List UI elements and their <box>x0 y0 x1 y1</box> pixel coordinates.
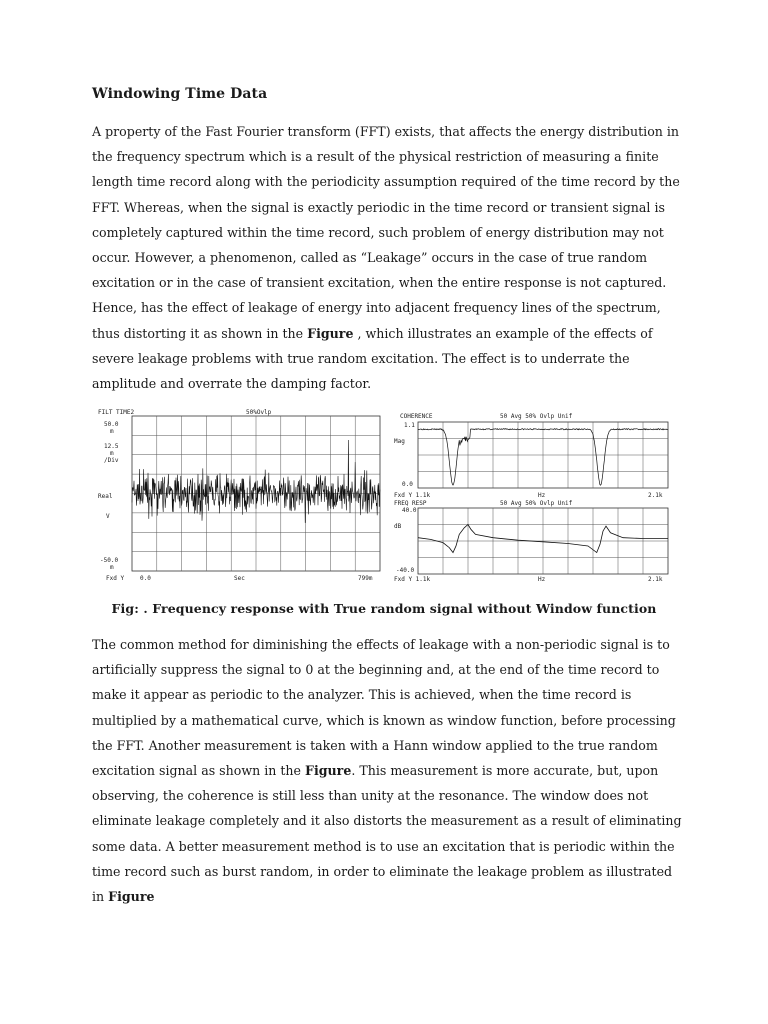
frf-y-top-label: 40.0 <box>402 507 417 514</box>
frf-header-right: 50 Avg 50% Ovlp Unif <box>500 500 573 507</box>
paragraph-leakage <box>92 119 682 396</box>
left-y-unit-label: V <box>106 513 110 520</box>
coh-x-end: 2.1k <box>648 492 663 499</box>
coherence-plot <box>394 413 668 499</box>
frequency-response-grid <box>418 508 668 574</box>
paragraph-text: . This measurement is more accurate, but, upon observing, the coherence is still less than unity at the resonance. The window does not eliminate leakage completely and it also distorts the measurement as a result of eliminating some data. A better measurement method is to use an excitation that is periodic within the time record such as burst random, in order to eliminate the leakage problem as illustrated in <box>92 763 682 905</box>
figure-reference: Figure <box>305 763 352 779</box>
figure-reference: Figure <box>108 889 155 905</box>
left-x-unit: Sec <box>234 575 245 582</box>
frequency-response-plot <box>394 500 668 583</box>
figure-caption: Fig: . Frequency response with True random signal without Window function <box>111 601 657 616</box>
section-title: Windowing Time Data <box>92 86 268 102</box>
coh-x-prefix: Fxd Y 1.1k <box>394 492 431 499</box>
paragraph-windowing <box>92 632 682 909</box>
coh-y-bottom-label: 0.0 <box>402 481 413 488</box>
left-y-div-unit: m <box>110 450 114 457</box>
figure-reference: Figure <box>307 325 354 341</box>
figure-svg <box>96 406 672 586</box>
coh-header-left: COHERENCE <box>400 413 433 420</box>
frf-y-bottom-label: -40.0 <box>396 567 415 574</box>
left-y-div-label: 12.5 <box>104 443 119 450</box>
frf-x-unit: Hz <box>538 576 546 583</box>
coherence-grid <box>418 422 668 488</box>
left-y-top-label: 50.0 <box>104 421 119 428</box>
paragraph-text: The common method for diminishing the effects of leakage with a non-periodic signal is to artificially suppress the signal to 0 at the beginning and, at the end of the time record to make it appear as periodic to the analyzer. This is achieved, when the time record is multiplied by a mathematical curve, which is known as window function, before processing the FFT. Another measurement is taken with a Hann window applied to the true random excitation signal as shown in the <box>92 637 676 779</box>
time-record-plot <box>98 409 380 582</box>
coh-x-unit: Hz <box>538 492 546 499</box>
coh-header-right: 50 Avg 50% Ovlp Unif <box>500 413 573 420</box>
paragraph-text: A property of the Fast Fourier transform (FFT) exists, that affects the energy distribution in the frequency spectrum which is a result of the physical restriction of measuring a finite length time record along with the periodicity assumption required of the time record by the FFT. Whereas, when the signal is exactly periodic in the time record or transient signal is completely captured within the time record, such problem of energy distribution may not occur. However, a phenomenon, called as “Leakage” occurs in the case of true random excitation or in the case of transient excitation, when the entire response is not captured. Hence, has the effect of leakage of energy into adjacent frequency lines of the spectrum, thus distorting it as shown in the <box>92 124 680 341</box>
frf-y-unit-label: dB <box>394 523 402 530</box>
coh-y-top-label: 1.1 <box>404 422 415 429</box>
left-x-start: 0.0 <box>140 575 151 582</box>
paragraph-text: , which illustrates an example of the effects of severe leakage problems with true random excitation. The effect is to underrate the amplitude and overrate the damping factor. <box>92 325 653 392</box>
frf-header-left: FREQ RESP <box>394 500 427 507</box>
left-y-bottom-unit: m <box>110 564 114 571</box>
left-y-top-unit: m <box>110 428 114 435</box>
left-y-mid-label: Real <box>98 493 113 500</box>
left-x-end: 799m <box>358 575 373 582</box>
frf-x-prefix: Fxd Y 1.1k <box>394 576 431 583</box>
left-header-left: FILT TIME2 <box>98 409 135 416</box>
left-header-right: 50%Ovlp <box>246 409 272 416</box>
figure-frequency-response <box>96 406 672 586</box>
left-y-div-suffix: /Div <box>104 457 119 464</box>
frf-x-end: 2.1k <box>648 576 663 583</box>
coh-y-unit-label: Mag <box>394 438 405 445</box>
left-x-prefix: Fxd Y <box>106 575 125 582</box>
left-y-bottom-label: -50.0 <box>100 557 119 564</box>
